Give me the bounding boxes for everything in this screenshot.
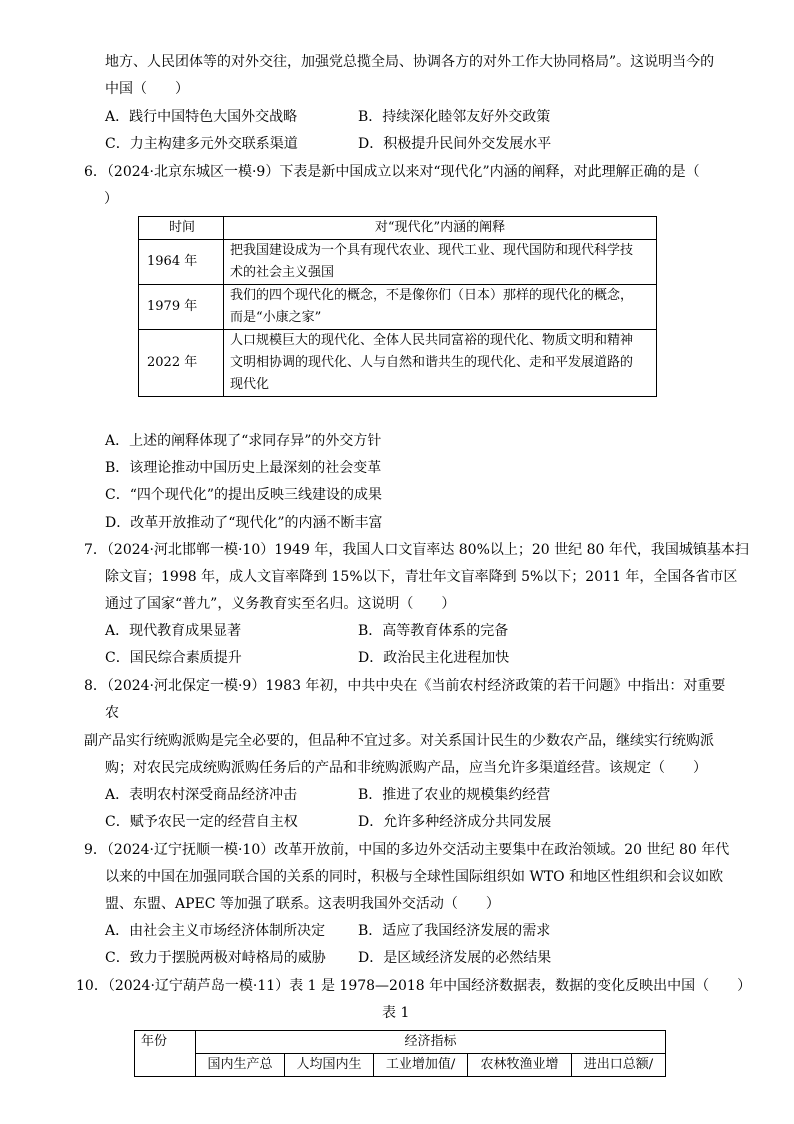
q8-option-a[interactable]: A．表明农村深受商品经济冲击 [105, 787, 298, 803]
q10-table-caption: 表 1 [382, 1005, 410, 1021]
q8-option-c[interactable]: C．赋予农民一定的经营自主权 [105, 814, 298, 830]
q6-stem-line2: ） [104, 191, 118, 207]
q6-option-d[interactable]: D．改革开放推动了“现代化”的内涵不断丰富 [105, 515, 383, 531]
cell-line: 文明相协调的现代化、人与自然和谐共生的现代化、走和平发展道路的 [230, 355, 634, 370]
table-subheader: 农林牧渔业增 [468, 1054, 572, 1077]
q6-table [138, 216, 657, 397]
table-cell-year: 1979 年 [139, 285, 224, 330]
table-subheader: 国内生产总 [196, 1054, 285, 1077]
table-header-group: 经济指标 [196, 1031, 666, 1054]
q5-stem-line1: 地方、人民团体等的对外交往，加强党总揽全局、协调各方的对外工作大协同格局”。这说明当今的 [105, 54, 715, 70]
q8-option-b[interactable]: B．推进了农业的规模集约经营 [358, 787, 551, 803]
q7-stem-line3: 通过了国家“普九”，义务教育实至名归。这说明（ ） [105, 596, 456, 612]
cell-line: 现代化 [230, 377, 270, 392]
q9-stem-line2: 以来的中国在加强同联合国的关系的同时，积极与全球性国际组织如 WTO 和地区性组织和会议如欧 [105, 869, 724, 885]
q6-option-b[interactable]: B．该理论推动中国历史上最深刻的社会变革 [105, 460, 382, 476]
table-cell-text [224, 285, 657, 330]
table-header-year: 年份 [135, 1031, 196, 1077]
q6-stem-line1: 6．（2024·北京东城区一模·9）下表是新中国成立以来对“现代化”内涵的阐释，对此理解正确的是（ [84, 164, 700, 180]
cell-line: 把我国建设成为一个具有现代农业、现代工业、现代国防和现代科学技 [230, 243, 634, 258]
q5-option-a[interactable]: A．践行中国特色大国外交战略 [105, 109, 298, 125]
q10-stem-line1: 10．（2024·辽宁葫芦岛一模·11）表 1 是 1978—2018 年中国经济数据表，数据的变化反映出中国（ ） [76, 978, 752, 994]
table-row [135, 1054, 666, 1077]
q7-option-a[interactable]: A．现代教育成果显著 [105, 623, 242, 639]
cell-line: 而是“小康之家” [230, 310, 322, 325]
q6-option-a[interactable]: A．上述的阐释体现了“求同存异”的外交方针 [105, 433, 382, 449]
q6-option-c[interactable]: C．“四个现代化”的提出反映三线建设的成果 [105, 487, 383, 503]
table-header-cell: 时间 [139, 217, 224, 240]
table-subheader: 人均国内生 [285, 1054, 374, 1077]
q5-option-d[interactable]: D．积极提升民间外交发展水平 [358, 136, 552, 152]
table-row [139, 217, 657, 240]
table-cell-year: 2022 年 [139, 330, 224, 397]
cell-line: 术的社会主义强国 [230, 265, 335, 280]
q8-stem-line3: 副产品实行统购派购是完全必要的，但品种不宜过多。对关系国计民生的少数农产品，继续实行统购派 [84, 733, 714, 749]
q5-option-c[interactable]: C．力主构建多元外交联系渠道 [105, 136, 298, 152]
q9-option-c[interactable]: C．致力于摆脱两极对峙格局的威胁 [105, 950, 326, 966]
q9-option-d[interactable]: D．是区域经济发展的必然结果 [358, 950, 552, 966]
cell-line: 人口规模巨大的现代化、全体人民共同富裕的现代化、物质文明和精神 [230, 333, 634, 348]
q8-stem-line1: 8．（2024·河北保定一模·9）1983 年初，中共中央在《当前农村经济政策的若干问题》中指出：对重要 [84, 678, 726, 694]
q9-option-a[interactable]: A．由社会主义市场经济体制所决定 [105, 923, 326, 939]
q5-option-b[interactable]: B．持续深化睦邻友好外交政策 [358, 109, 551, 125]
q9-stem-line1: 9．（2024·辽宁抚顺一模·10）改革开放前，中国的多边外交活动主要集中在政治领域。20 世纪 80 年代 [84, 842, 730, 858]
q5-stem-line2: 中国（ ） [105, 81, 189, 97]
q9-option-b[interactable]: B．适应了我国经济发展的需求 [358, 923, 551, 939]
table-row [139, 240, 657, 285]
q7-stem-line1: 7．（2024·河北邯郸一模·10）1949 年，我国人口文盲率达 80%以上；20 世纪 80 年代，我国城镇基本扫 [84, 542, 749, 558]
table-header-cell: 对“现代化”内涵的阐释 [224, 217, 657, 240]
table-cell-text [224, 330, 657, 397]
q8-stem-line2: 农 [105, 705, 119, 721]
q8-stem-line4: 购；对农民完成统购派购任务后的产品和非统购派购产品，应当允许多渠道经营。该规定（ ） [105, 760, 707, 776]
table-subheader: 进出口总额/ [571, 1054, 665, 1077]
q8-option-d[interactable]: D．允许多种经济成分共同发展 [358, 814, 552, 830]
table-row [139, 330, 657, 397]
table-row [139, 285, 657, 330]
table-row [135, 1031, 666, 1054]
q7-option-b[interactable]: B．高等教育体系的完备 [358, 623, 509, 639]
q10-table [134, 1030, 666, 1077]
cell-line: 我们的四个现代化的概念，不是像你们（日本）那样的现代化的概念， [230, 288, 634, 303]
q7-stem-line2: 除文盲；1998 年，成人文盲率降到 15%以下，青壮年文盲率降到 5%以下；2011 年，全国各省市区 [105, 569, 738, 585]
table-cell-year: 1964 年 [139, 240, 224, 285]
table-cell-text [224, 240, 657, 285]
table-subheader: 工业增加值/ [374, 1054, 468, 1077]
q7-option-c[interactable]: C．国民综合素质提升 [105, 650, 242, 666]
q7-option-d[interactable]: D．政治民主化进程加快 [358, 650, 510, 666]
q9-stem-line3: 盟、东盟、APEC 等加强了联系。这表明我国外交活动（ ） [105, 896, 500, 912]
